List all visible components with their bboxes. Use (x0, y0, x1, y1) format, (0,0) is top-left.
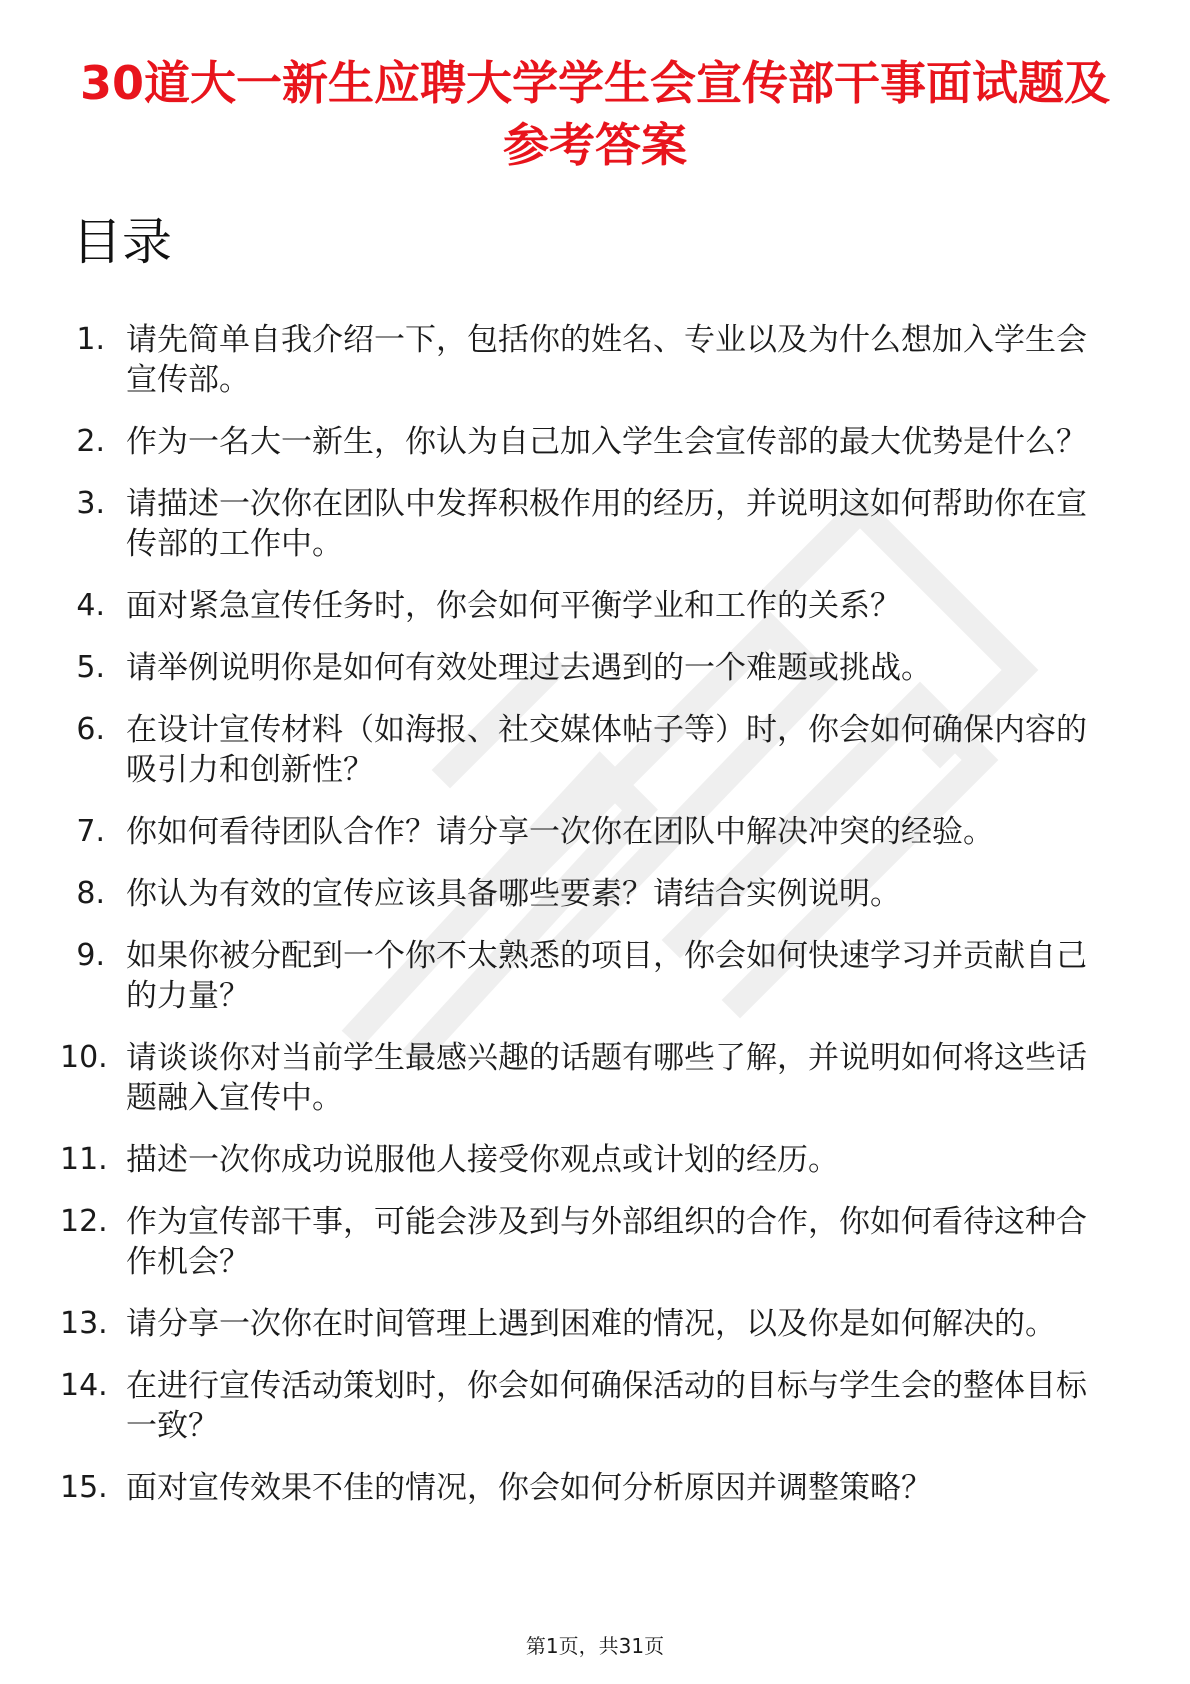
toc-item-text[interactable]: 在进行宣传活动策划时，你会如何确保活动的目标与学生会的整体目标一致？ (126, 1368, 1087, 1444)
toc-item-text[interactable]: 请先简单自我介绍一下，包括你的姓名、专业以及为什么想加入学生会宣传部。 (126, 322, 1087, 398)
toc-item-number: 13. (60, 1306, 108, 1341)
toc-item-number: 12. (60, 1204, 108, 1239)
toc-item[interactable] (0, 1304, 1190, 1344)
toc-item[interactable] (0, 936, 1190, 1016)
toc-item-number: 6. (76, 712, 105, 747)
toc-item-text[interactable]: 你如何看待团队合作？请分享一次你在团队中解决冲突的经验。 (126, 814, 994, 850)
toc-item[interactable] (0, 710, 1190, 790)
toc-item[interactable] (0, 1140, 1190, 1180)
toc-item-number: 3. (76, 486, 105, 521)
toc-item-number: 10. (60, 1040, 108, 1075)
toc-item-text[interactable]: 描述一次你成功说服他人接受你观点或计划的经历。 (126, 1142, 839, 1178)
document-title: 30道大一新生应聘大学学生会宣传部干事面试题及参考答案 (79, 56, 1110, 172)
toc-item-number: 9. (76, 938, 105, 973)
toc-item-number: 8. (76, 876, 105, 911)
toc-item-number: 15. (60, 1470, 108, 1505)
toc-item-text[interactable]: 请谈谈你对当前学生最感兴趣的话题有哪些了解，并说明如何将这些话题融入宣传中。 (126, 1040, 1087, 1116)
toc-item-number: 1. (76, 322, 105, 357)
toc-item-number: 5. (76, 650, 105, 685)
toc-item[interactable] (0, 1202, 1190, 1282)
toc-item-text[interactable]: 作为一名大一新生，你认为自己加入学生会宣传部的最大优势是什么？ (126, 424, 1087, 460)
toc-item-text[interactable]: 面对宣传效果不佳的情况，你会如何分析原因并调整策略？ (126, 1470, 932, 1506)
toc-item-text[interactable]: 请描述一次你在团队中发挥积极作用的经历，并说明这如何帮助你在宣传部的工作中。 (126, 486, 1087, 562)
toc-item[interactable] (0, 1038, 1190, 1118)
page-footer: 第1页，共31页 (525, 1634, 665, 1658)
toc-item[interactable] (0, 320, 1190, 400)
toc-item-number: 2. (76, 424, 105, 459)
toc-item[interactable] (0, 648, 1190, 688)
toc-item-text[interactable]: 请举例说明你是如何有效处理过去遇到的一个难题或挑战。 (126, 650, 932, 686)
toc-item-number: 11. (60, 1142, 108, 1177)
toc-item[interactable] (0, 874, 1190, 914)
toc-item-text[interactable]: 如果你被分配到一个你不太熟悉的项目，你会如何快速学习并贡献自己的力量？ (126, 938, 1087, 1014)
toc-item-text[interactable]: 在设计宣传材料（如海报、社交媒体帖子等）时，你会如何确保内容的吸引力和创新性？ (126, 712, 1087, 788)
toc-item[interactable] (0, 1366, 1190, 1446)
toc-item[interactable] (0, 586, 1190, 626)
toc-item[interactable] (0, 484, 1190, 564)
toc-item-text[interactable]: 面对紧急宣传任务时，你会如何平衡学业和工作的关系？ (126, 588, 901, 624)
toc-item-number: 14. (60, 1368, 108, 1403)
toc-list (0, 320, 1190, 1530)
toc-item[interactable] (0, 812, 1190, 852)
toc-heading: 目录 (72, 213, 172, 271)
toc-item-number: 4. (76, 588, 105, 623)
toc-item-text[interactable]: 请分享一次你在时间管理上遇到困难的情况，以及你是如何解决的。 (126, 1306, 1056, 1342)
toc-item[interactable] (0, 1468, 1190, 1508)
toc-item-text[interactable]: 作为宣传部干事，可能会涉及到与外部组织的合作，你如何看待这种合作机会？ (126, 1204, 1087, 1280)
toc-item-text[interactable]: 你认为有效的宣传应该具备哪些要素？请结合实例说明。 (126, 876, 901, 912)
toc-item-number: 7. (76, 814, 105, 849)
toc-item[interactable] (0, 422, 1190, 462)
